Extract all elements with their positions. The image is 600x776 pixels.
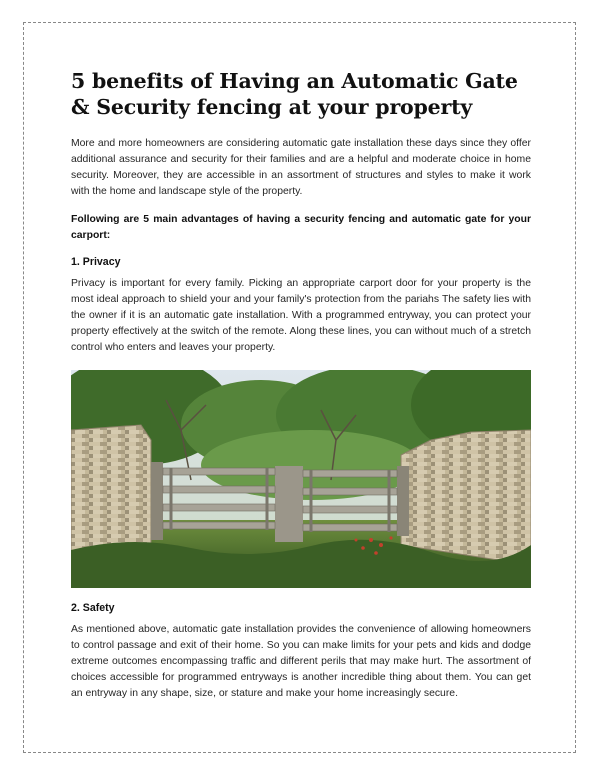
lead-paragraph: Following are 5 main advantages of having a security fencing and automatic gate for your carport: [71, 214, 531, 241]
section-body-safety: As mentioned above, automatic gate installation provides the convenience of allowing homeowners to control passage and exit of their home. So you can make limits for your pets and kids and dodge extreme outcomes encompassing traffic and different perils that may make hurt. The assortment of choices accessible for programmed entryways is another incredible thing about them. You can get an entryway in any shape, size, or stature and make your home increasingly secure. [71, 624, 531, 699]
section-body-privacy: Privacy is important for every family. Picking an appropriate carport door for your property is the most ideal approach to shield your and your family's protection from the pariahs The safety lies with the owner if it is an automatic gate installation. With a programmed entryway, you can protect your property effectively at the switch of the remote. Along these lines, you can without much of a stretch control who enters and leaves your property. [71, 278, 531, 353]
intro-paragraph: More and more homeowners are considering automatic gate installation these days since they offer additional assurance and security for their families and are a helpful and moderate choice in home security. Moreover, they are accessible in an assortment of structures and styles to make it work with the home and landscape style of the property. [71, 138, 531, 197]
section-heading-safety: 2. Safety [71, 602, 115, 614]
gate-photo [71, 370, 531, 588]
section-heading-privacy: 1. Privacy [71, 256, 121, 268]
article-title: 5 benefits of Having an Automatic Gate & Security fencing at your property [71, 69, 518, 119]
article [71, 68, 531, 716]
